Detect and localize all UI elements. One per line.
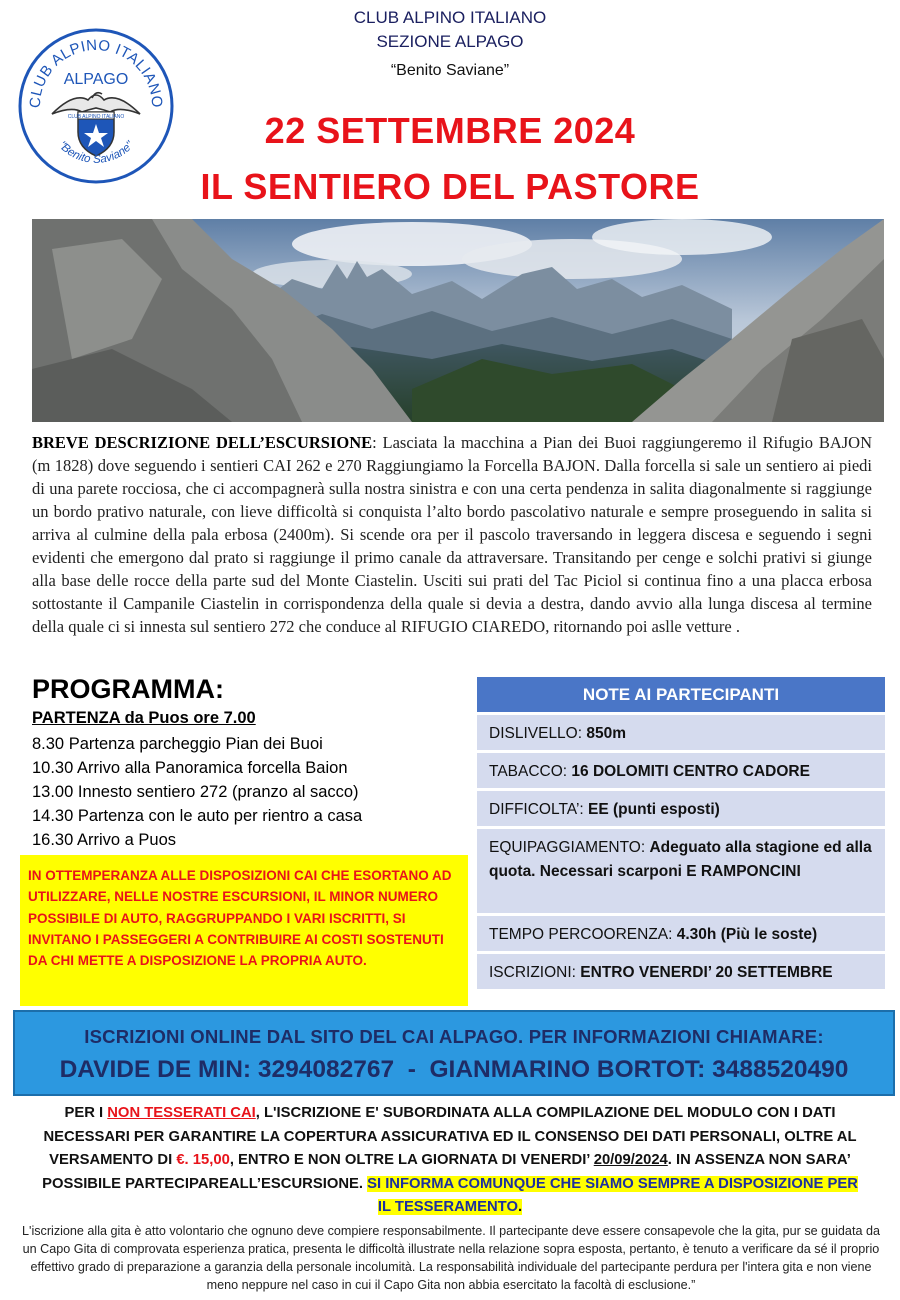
- note-row-elevation: [477, 715, 885, 750]
- deadline-date: 20/09/2024: [593, 1152, 668, 1168]
- note-value: EE (punti esposti): [588, 801, 720, 818]
- program-item: 16.30 Arrivo a Puos: [32, 831, 177, 849]
- non-member-highlight: NON TESSERATI CAI: [107, 1105, 256, 1121]
- note-row-registration: [477, 954, 885, 989]
- logo-bottom-text: "Benito Saviane": [55, 139, 137, 166]
- program-departure: PARTENZA da Puos ore 7.00: [32, 709, 256, 727]
- event-title: IL SENTIERO DEL PASTORE: [200, 166, 700, 207]
- club-section: SEZIONE ALPAGO: [376, 32, 524, 51]
- description-label: BREVE DESCRIZIONE DELL’ESCURSIONE: [32, 433, 373, 452]
- non-member-text: .: [517, 1199, 523, 1215]
- note-row-difficulty: [477, 791, 885, 826]
- cai-alpago-logo: [18, 28, 174, 184]
- club-dedication: “Benito Saviane”: [390, 62, 510, 79]
- program-item: 14.30 Partenza con le auto per rientro a casa: [32, 807, 363, 825]
- logo-ring-text: CLUB ALPINO ITALIANO: [26, 36, 166, 109]
- mountain-panorama-photo: [32, 219, 884, 422]
- program-title: PROGRAMMA:: [32, 674, 224, 704]
- program-item: 8.30 Partenza parcheggio Pian dei Buoi: [32, 735, 323, 753]
- non-member-text: . IN ASSENZA NON SARA’ POSSIBILE PARTECIPAREALL’ESCURSIONE.: [42, 1152, 851, 1192]
- program-list: [32, 732, 362, 852]
- non-member-text: , L'ISCRIZIONE E' SUBORDINATA ALLA COMPILAZIONE DEL MODULO CON I DATI NECESSARI PER GARANTIRE LA COPERTURA ASSICURATIVA ED IL CONSENSO DEI DATI PERSONALI, OLTRE AL VERSAMENTO DI: [43, 1105, 857, 1168]
- non-member-text: , ENTRO E NON OLTRE LA GIORNATA DI VENERDI’: [229, 1152, 594, 1168]
- logo-inner-text: ALPAGO: [63, 71, 129, 88]
- contact-phones: DAVIDE DE MIN: 3294082767 - GIANMARINO BORTOT: 3488520490: [59, 1056, 849, 1083]
- note-row-equipment: [477, 829, 885, 913]
- membership-info: SI INFORMA COMUNQUE CHE SIAMO SEMPRE A DISPOSIZIONE PER IL TESSERAMENTO: [367, 1175, 858, 1215]
- shield-text: CLUB ALPINO ITALIANO: [67, 114, 125, 120]
- program-item: 13.00 Innesto sentiero 272 (pranzo al sacco): [32, 783, 359, 801]
- note-value: Adeguato alla stagione ed alla quota. Necessari scarponi E RAMPONCINI: [489, 839, 872, 880]
- note-value: 850m: [586, 725, 627, 742]
- note-label: TEMPO PERCOORENZA:: [489, 926, 677, 943]
- note-value: ENTRO VENERDI’ 20 SETTEMBRE: [580, 964, 833, 981]
- fee-amount: €. 15,00: [176, 1152, 230, 1168]
- note-label: TABACCO:: [489, 763, 572, 780]
- excursion-description: [32, 431, 872, 638]
- non-member-text: PER I: [64, 1105, 108, 1121]
- club-name: CLUB ALPINO ITALIANO: [353, 8, 547, 27]
- notes-header: NOTE AI PARTECIPANTI: [477, 677, 885, 712]
- contact-intro: ISCRIZIONI ONLINE DAL SITO DEL CAI ALPAGO. PER INFORMAZIONI CHIAMARE:: [84, 1026, 824, 1047]
- carpool-notice: IN OTTEMPERANZA ALLE DISPOSIZIONI CAI CHE ESORTANO AD UTILIZZARE, NELLE NOSTRE ESCURSIONI, IL MINOR NUMERO POSSIBILE DI AUTO, RAGGRUPPANDO I VARI ISCRITTI, SI INVITANO I PASSEGGERI A CONTRIBUIRE AI COSTI SOSTENUTI DA CHI METTE A DISPOSIZIONE LA PROPRIA AUTO.: [20, 855, 468, 1006]
- program-item: 10.30 Arrivo alla Panoramica forcella Baion: [32, 759, 348, 777]
- note-row-map: [477, 753, 885, 788]
- event-date: 22 SETTEMBRE 2024: [264, 110, 636, 151]
- note-label: DIFFICOLTA’:: [489, 801, 589, 818]
- note-value: 16 DOLOMITI CENTRO CADORE: [571, 763, 810, 780]
- description-text: : Lasciata la macchina a Pian dei Buoi raggiungeremo il Rifugio BAJON (m 1828) dove seguendo i sentieri CAI 262 e 270 Raggiungiamo la Forcella BAJON. Dalla forcella si sale un sentiero ai piedi di una parete rocciosa, che ci accompagnerà sulla nostra sinistra e con una certa pendenza in salita diagonalmente si raggiunge un bordo prativo naturale, con lieve difficoltà si conquista l’alto bordo pascolativo naturale e sempre proseguendo in salita si arriva al culmine della pala erbosa (2400m). Si scende ora per il pascolo traversando in leggera discesa e seguendo i segni evidenti che emergono dal prato si raggiunge il primo canale da attraversare. Transitando per cenge e solchi prativi si giunge alla base delle rocce della parte sud del Monte Ciastelin. Usciti sui prati del Tac Piciol si continua fino a una placca erbosa sottostante il Campanile Ciastelin in corrispondenza della quale si devia a destra, dando avvio alla lunga discesa al termine della quale ci si innesta sul sentiero 272 che conduce al RIFUGIO CIAREDO, ritornando poi aslle vetture .: [32, 433, 873, 636]
- note-row-duration: [477, 916, 885, 951]
- liability-disclaimer: L'iscrizione alla gita è atto volontario che ognuno deve compiere responsabilmente. Il partecipante deve essere consapevole che la gita, pur se guidata da un Capo Gita di comprovata esperienza pratica, presenta le difficoltà illustrate nella relazione sopra esposta, pertanto, è tenuto a verificare da sé il proprio effettivo grado di preparazione a garanzia della personale incolumità. La responsabilità individuale del partecipante perdura per l'intera gita e non viene meno neppure nel caso in cui il Capo Gita non abbia esercitato la facoltà di esclusione.”: [22, 1224, 880, 1292]
- note-label: EQUIPAGGIAMENTO:: [489, 839, 650, 856]
- participant-notes-table: [477, 677, 885, 992]
- note-value: 4.30h (Più le soste): [676, 926, 818, 943]
- non-member-notice: [40, 1102, 860, 1220]
- note-label: ISCRIZIONI:: [489, 964, 581, 981]
- contact-box: [13, 1010, 895, 1096]
- note-label: DISLIVELLO:: [489, 725, 587, 742]
